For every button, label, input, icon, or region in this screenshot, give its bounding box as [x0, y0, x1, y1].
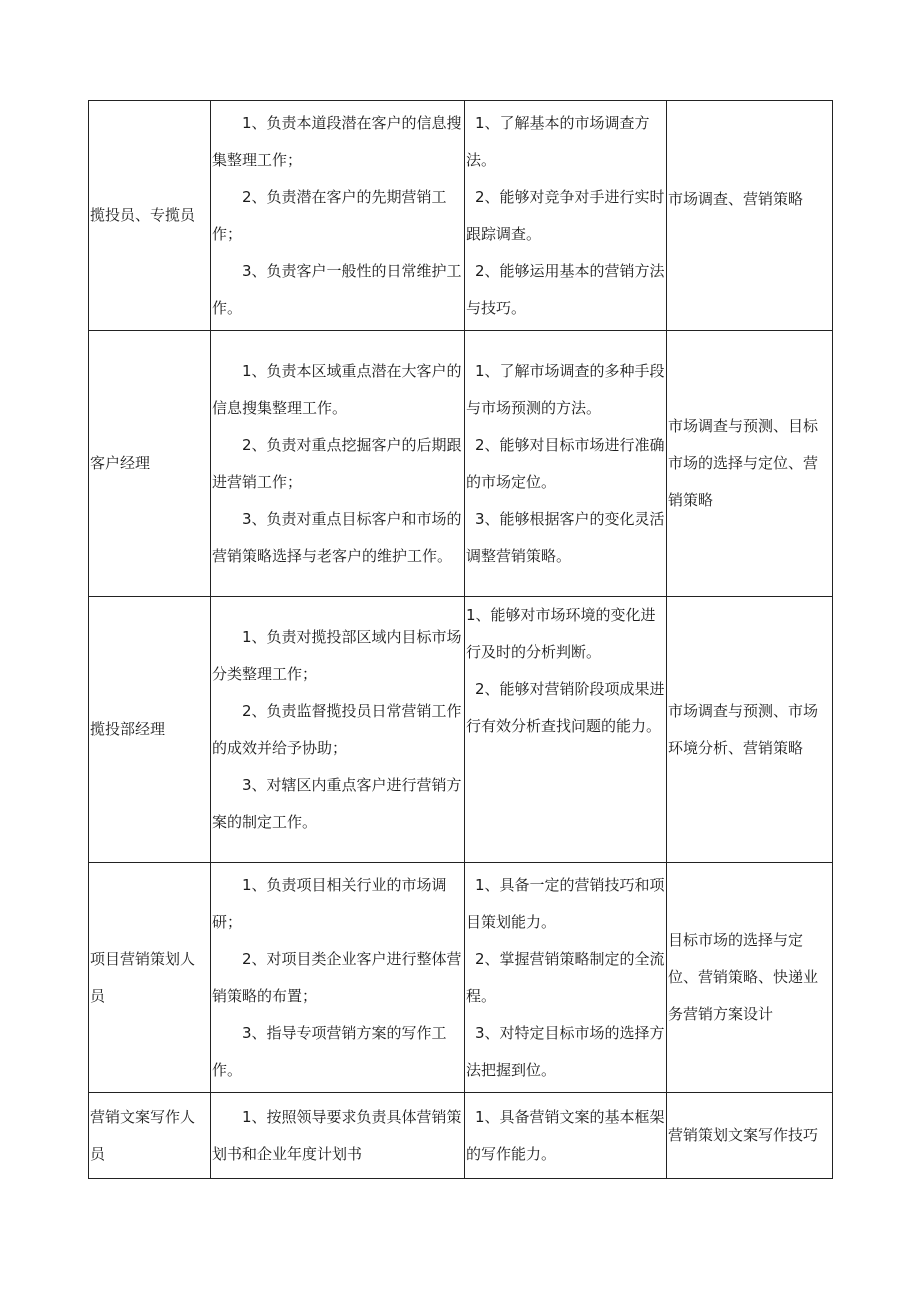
role-cell — [89, 597, 211, 863]
table-row — [89, 597, 833, 863]
role-name: 项目营销策划人员 — [90, 949, 196, 1005]
table-row — [89, 863, 833, 1093]
duty-cell — [211, 863, 465, 1093]
skill-item: 2、能够对目标市场进行准确的市场定位。 — [466, 435, 665, 491]
skill-item: 2、能够对营销阶段项成果进行有效分析查找问题的能力。 — [466, 680, 665, 735]
duty-item: 1、负责项目相关行业的市场调研； — [212, 875, 447, 931]
role-cell — [89, 1093, 211, 1179]
course-text: 目标市场的选择与定位、营销策略、快递业务营销方案设计 — [668, 931, 819, 1023]
table-row — [89, 331, 833, 597]
skill-item: 3、对特定目标市场的选择方法把握到位。 — [466, 1023, 665, 1079]
duty-item: 1、负责对揽投部区域内目标市场分类整理工作； — [212, 627, 462, 683]
skill-item: 2、掌握营销策略制定的全流程。 — [466, 949, 665, 1005]
duty-cell — [211, 101, 465, 331]
skill-cell — [465, 101, 667, 331]
duty-item: 1、负责本区域重点潜在大客户的信息搜集整理工作。 — [212, 361, 462, 417]
duty-item: 3、指导专项营销方案的写作工作。 — [212, 1023, 447, 1079]
table-row — [89, 1093, 833, 1179]
skill-item: 1、能够对市场环境的变化进行及时的分析判断。 — [466, 606, 656, 661]
skill-item: 1、了解基本的市场调查方法。 — [466, 113, 650, 169]
skill-cell — [465, 331, 667, 597]
duty-item: 1、按照领导要求负责具体营销策划书和企业年度计划书 — [212, 1107, 462, 1163]
course-cell — [667, 331, 833, 597]
course-text: 营销策划文案写作技巧 — [668, 1126, 819, 1144]
duty-item: 2、负责对重点挖掘客户的后期跟进营销工作； — [212, 435, 462, 491]
duty-item: 3、负责客户一般性的日常维护工作。 — [212, 261, 462, 317]
skill-item: 1、具备一定的营销技巧和项目策划能力。 — [466, 875, 665, 931]
skill-cell — [465, 1093, 667, 1179]
role-name: 营销文案写作人员 — [90, 1107, 196, 1163]
skill-item: 3、能够根据客户的变化灵活调整营销策略。 — [466, 509, 665, 565]
duty-item: 2、对项目类企业客户进行整体营销策略的布置； — [212, 949, 462, 1005]
course-text: 市场调查、营销策略 — [668, 190, 804, 208]
skill-cell — [465, 863, 667, 1093]
course-cell — [667, 1093, 833, 1179]
skill-item: 2、能够运用基本的营销方法与技巧。 — [466, 261, 665, 317]
course-cell — [667, 101, 833, 331]
course-cell — [667, 597, 833, 863]
course-text: 市场调查与预测、市场环境分析、营销策略 — [668, 701, 819, 757]
duty-item: 2、负责监督揽投员日常营销工作的成效并给予协助； — [212, 701, 462, 757]
position-training-table — [88, 100, 833, 1179]
skill-item: 1、了解市场调查的多种手段与市场预测的方法。 — [466, 361, 665, 417]
role-cell — [89, 863, 211, 1093]
duty-item: 3、对辖区内重点客户进行营销方案的制定工作。 — [212, 775, 462, 831]
duty-cell — [211, 1093, 465, 1179]
skill-item: 1、具备营销文案的基本框架的写作能力。 — [466, 1107, 665, 1163]
role-cell — [89, 101, 211, 331]
role-cell — [89, 331, 211, 597]
duty-item: 1、负责本道段潜在客户的信息搜集整理工作； — [212, 113, 462, 169]
role-name: 客户经理 — [90, 454, 151, 472]
duty-cell — [211, 331, 465, 597]
skill-cell — [465, 597, 667, 863]
role-name: 揽投部经理 — [90, 720, 166, 738]
course-cell — [667, 863, 833, 1093]
skill-item: 2、能够对竞争对手进行实时跟踪调查。 — [466, 187, 665, 243]
table-row — [89, 101, 833, 331]
role-name: 揽投员、专揽员 — [90, 206, 196, 224]
course-text: 市场调查与预测、目标市场的选择与定位、营销策略 — [668, 417, 819, 509]
duty-item: 3、负责对重点目标客户和市场的营销策略选择与老客户的维护工作。 — [212, 509, 462, 565]
duty-cell — [211, 597, 465, 863]
duty-item: 2、负责潜在客户的先期营销工作； — [212, 187, 447, 243]
